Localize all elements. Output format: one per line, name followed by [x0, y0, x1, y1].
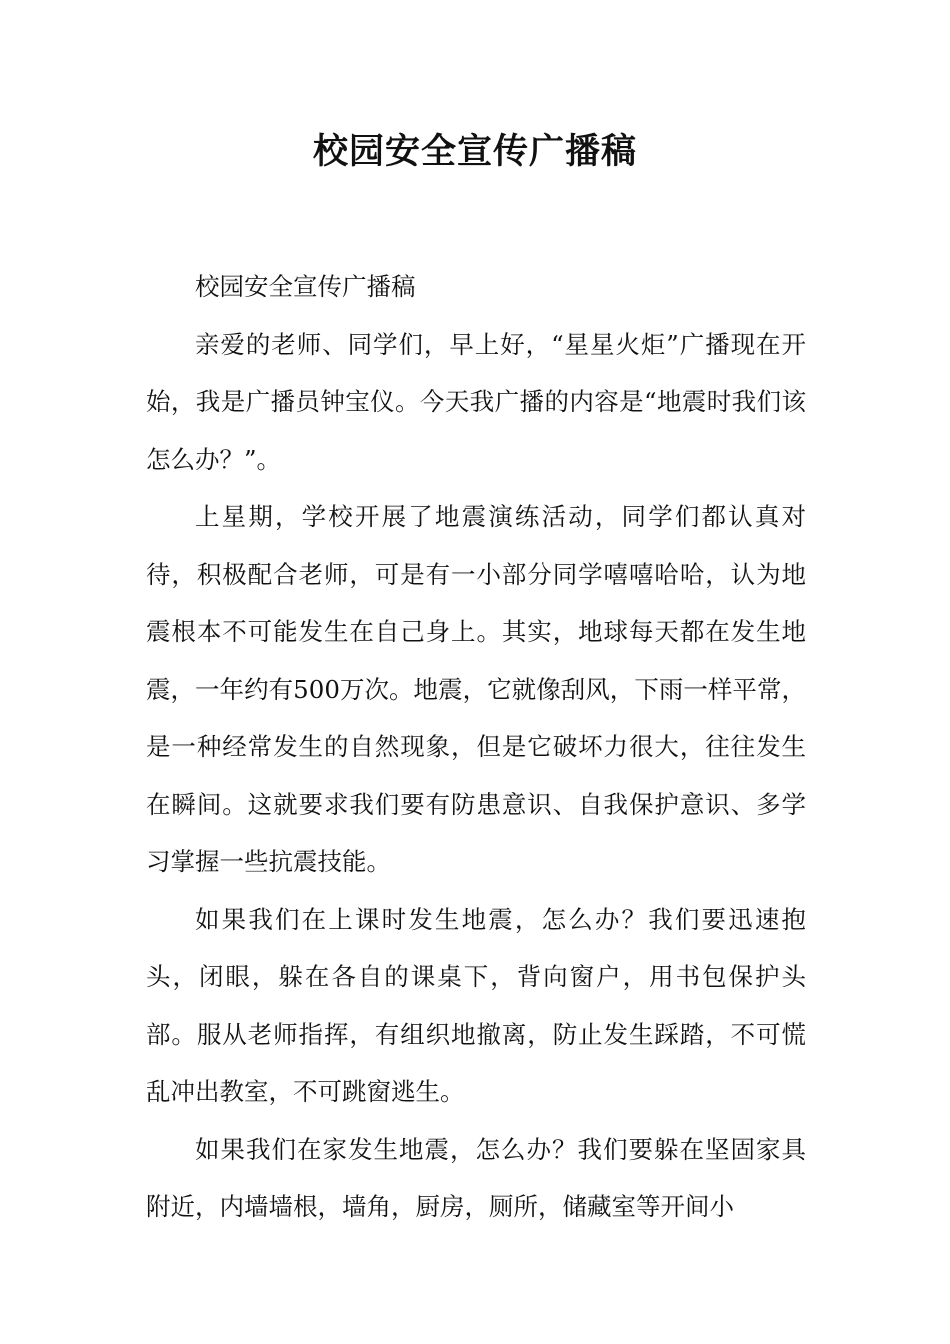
paragraph-at-home: 如果我们在家发生地震，怎么办？我们要躲在坚固家具附近，内墙墙根，墙角，厨房，厕所，储藏室等开间小 [146, 1134, 806, 1221]
paragraph-heading: 校园安全宣传广播稿 [195, 272, 416, 301]
document-body [146, 258, 806, 1236]
document-title: 校园安全宣传广播稿 [312, 131, 637, 172]
paragraph-in-class: 如果我们在上课时发生地震，怎么办？我们要迅速抱头，闭眼，躲在各自的课桌下，背向窗户，用书包保护头部。服从老师指挥，有组织地撤离，防止发生踩踏，不可慌乱冲出教室，不可跳窗逃生。 [146, 904, 806, 1106]
paragraph-greeting: 亲爱的老师、同学们，早上好，“星星火炬”广播现在开始，我是广播员钟宝仪。今天我广播的内容是“地震时我们该怎么办？”。 [146, 329, 806, 474]
paragraph-earthquake-drill: 上星期，学校开展了地震演练活动，同学们都认真对待，积极配合老师，可是有一小部分同学嘻嘻哈哈，认为地震根本不可能发生在自己身上。其实，地球每天都在发生地震，一年约有500万次。地震，它就像刮风，下雨一样平常，是一种经常发生的自然现象，但是它破坏力很大，往往发生在瞬间。这就要求我们要有防患意识、自我保护意识、多学习掌握一些抗震技能。 [146, 502, 806, 876]
